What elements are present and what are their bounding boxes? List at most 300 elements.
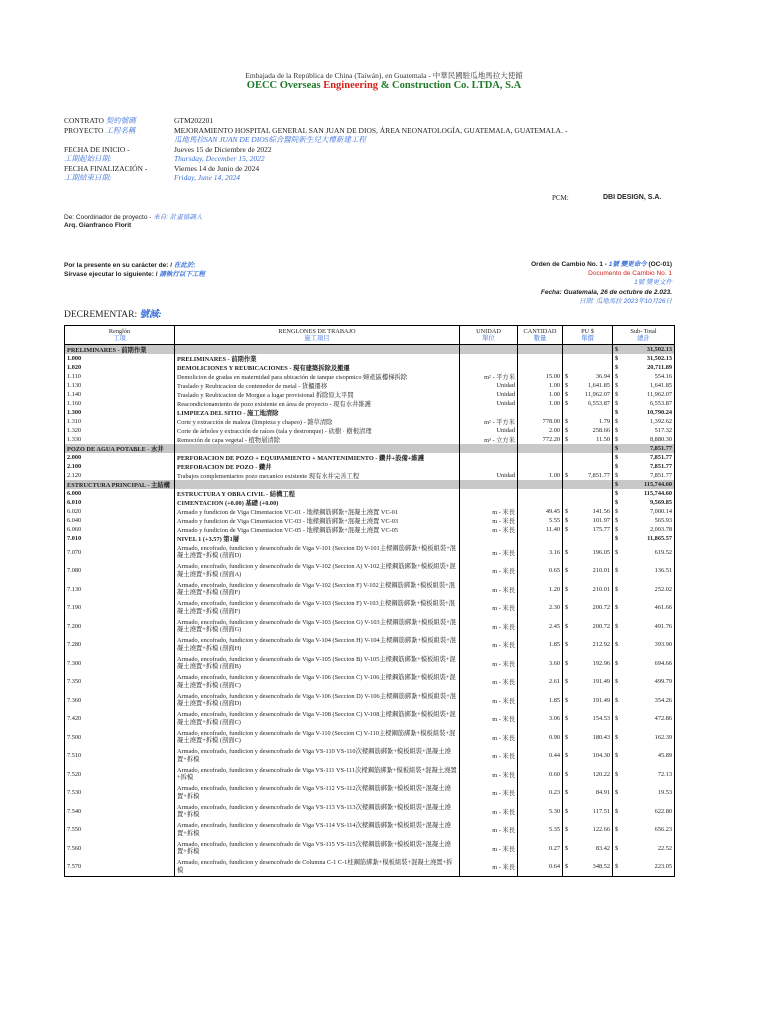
- inicio-value-en: Thursday, December 15, 2022: [174, 154, 265, 163]
- change-order-block: [531, 260, 672, 306]
- row-code: 1.320: [65, 426, 175, 435]
- row-code: 7.520: [65, 765, 175, 784]
- row-quantity: 2.61: [518, 673, 563, 692]
- row-subtotal: [613, 599, 675, 618]
- unit-price-value: 104.30: [592, 752, 610, 760]
- currency-symbol: $: [615, 391, 619, 398]
- row-quantity: [518, 408, 563, 417]
- subtotal-value: 31,502.13: [646, 346, 672, 353]
- row-quantity: 1.85: [518, 691, 563, 710]
- company-name: OECC Overseas Engineering & Construction Co. LTDA, S.A: [246, 80, 522, 91]
- row-quantity: 2.00: [518, 426, 563, 435]
- row-unit: m - 米長: [460, 543, 518, 562]
- row-unit-price: [563, 354, 613, 363]
- row-code: 1.310: [65, 417, 175, 426]
- row-unit-price: [563, 417, 613, 426]
- row-unit-price: [563, 435, 613, 444]
- row-subtotal: [613, 408, 675, 417]
- unit-price-value: 200.72: [592, 604, 610, 612]
- currency-symbol: $: [615, 481, 619, 488]
- currency-symbol: $: [565, 659, 569, 667]
- table-row: [65, 821, 675, 840]
- row-description: Armado, encofrado, fundicion y desencofrado de Viga V-110 (Seccion C) V-110主樑鋼筋綁紮+模板組裝+混凝土澆置+拆模 (剖面C): [175, 728, 460, 747]
- row-subtotal: [613, 654, 675, 673]
- unit-price-value: 120.22: [592, 770, 610, 778]
- row-description: Armado y fundicion de Viga Cimentacion VC-01 - 地樑鋼筋綁紮+混凝土澆置 VC-01: [175, 507, 460, 516]
- unit-price-value: 180.43: [592, 733, 610, 741]
- subtotal-value: 115,744.60: [644, 490, 672, 497]
- row-code: 7.300: [65, 654, 175, 673]
- unit-price-value: 117.51: [592, 807, 610, 815]
- currency-symbol: $: [615, 733, 619, 741]
- row-subtotal: [613, 507, 675, 516]
- row-subtotal: [613, 562, 675, 581]
- row-description: DEMOLICIONES Y REUBICACIONES - 現有建築拆除及搬遷: [175, 363, 460, 372]
- subtotal-value: 20,711.89: [647, 364, 672, 371]
- row-quantity: 0.65: [518, 562, 563, 581]
- row-code: 7.200: [65, 617, 175, 636]
- row-unit-price: [563, 765, 613, 784]
- row-unit: m² - 平方米: [460, 417, 518, 426]
- row-unit: Unidad: [460, 399, 518, 408]
- row-unit-price: [563, 516, 613, 525]
- subtotal-value: 554.16: [654, 373, 672, 380]
- fin-label: FECHA FINALIZACIÓN -: [64, 164, 148, 173]
- row-quantity: 11.40: [518, 525, 563, 534]
- contrato-label: CONTRATO 契約號碼: [64, 116, 136, 125]
- currency-symbol: $: [615, 844, 619, 852]
- table-row: [65, 636, 675, 655]
- unit-price-value: 196.05: [592, 548, 610, 556]
- row-quantity: [518, 444, 563, 453]
- row-code: 7.570: [65, 858, 175, 877]
- row-unit-price: [563, 784, 613, 803]
- row-unit: m - 米長: [460, 507, 518, 516]
- row-code: 7.500: [65, 728, 175, 747]
- row-code: 2.100: [65, 462, 175, 471]
- table-row: [65, 728, 675, 747]
- currency-symbol: $: [565, 567, 569, 575]
- row-unit: [460, 408, 518, 417]
- row-unit: [460, 534, 518, 543]
- subtotal-value: 7,851.77: [649, 445, 672, 452]
- row-description: Armado, encofrado, fundicion y desencofrado de Viga V-102 (Seccion F) V-102主樑鋼筋綁紮+模板組裝+混凝土澆置+拆模 (剖面F): [175, 580, 460, 599]
- unit-price-value: 258.66: [592, 427, 610, 434]
- currency-symbol: $: [565, 391, 569, 398]
- subtotal-value: 136.51: [654, 567, 672, 575]
- row-subtotal: [613, 444, 675, 453]
- currency-symbol: $: [615, 548, 619, 556]
- subtotal-row: [65, 453, 675, 462]
- row-code: 7.130: [65, 580, 175, 599]
- currency-symbol: $: [565, 715, 569, 723]
- currency-symbol: $: [615, 463, 619, 470]
- subtotal-value: 2,003.78: [649, 526, 672, 533]
- row-description: PERFORACION DE POZO - 鑽井: [175, 462, 460, 471]
- unit-price-value: 192.96: [592, 659, 610, 667]
- row-unit: [460, 444, 518, 453]
- table-row: [65, 765, 675, 784]
- row-quantity: [518, 489, 563, 498]
- row-code: 7.540: [65, 802, 175, 821]
- table-row: [65, 839, 675, 858]
- row-unit-price: [563, 636, 613, 655]
- subtotal-value: 565.93: [654, 517, 672, 524]
- currency-symbol: $: [565, 400, 569, 407]
- row-unit: m - 米長: [460, 728, 518, 747]
- unit-price-value: 11.50: [596, 436, 610, 443]
- row-quantity: 1.00: [518, 471, 563, 480]
- currency-symbol: $: [615, 622, 619, 630]
- table-row: [65, 426, 675, 435]
- currency-symbol: $: [565, 418, 569, 425]
- row-quantity: [518, 480, 563, 489]
- currency-symbol: $: [615, 355, 619, 362]
- row-quantity: 1.00: [518, 399, 563, 408]
- subtotal-row: [65, 534, 675, 543]
- subtotal-value: 8,880.30: [649, 436, 672, 443]
- row-quantity: 0.44: [518, 747, 563, 766]
- row-unit: m - 米長: [460, 654, 518, 673]
- row-unit: m - 米長: [460, 691, 518, 710]
- currency-symbol: $: [615, 567, 619, 575]
- subtotal-value: 7,851.77: [649, 472, 672, 479]
- row-description: ESTRUCTURA Y OBRA CIVIL - 結構工程: [175, 489, 460, 498]
- row-unit: m - 米長: [460, 562, 518, 581]
- row-quantity: 3.06: [518, 710, 563, 729]
- row-unit-price: [563, 728, 613, 747]
- unit-price-value: 191.49: [592, 678, 610, 686]
- row-unit-price: [563, 691, 613, 710]
- row-subtotal: [613, 363, 675, 372]
- row-unit-price: [563, 444, 613, 453]
- table-header-row: [65, 326, 675, 345]
- row-code: 7.010: [65, 534, 175, 543]
- subtotal-value: 31,502.13: [646, 355, 672, 362]
- row-subtotal: [613, 617, 675, 636]
- table-row: [65, 802, 675, 821]
- row-subtotal: [613, 747, 675, 766]
- table-row: [65, 784, 675, 803]
- row-description: PERFORACION DE POZO + EQUIPAMIENTO + MANTENIMIENTO - 鑽井+設備+維護: [175, 453, 460, 462]
- row-quantity: 15.00: [518, 372, 563, 381]
- currency-symbol: $: [615, 436, 619, 443]
- row-unit-price: [563, 821, 613, 840]
- row-subtotal: [613, 489, 675, 498]
- row-code: 2.120: [65, 471, 175, 480]
- table-row: [65, 543, 675, 562]
- currency-symbol: $: [615, 499, 619, 506]
- row-subtotal: [613, 390, 675, 399]
- row-quantity: [518, 345, 563, 355]
- row-description: Armado, encofrado, fundicion y desencofrado de Viga VS-115 VS-115次樑鋼筋綁紮+模板組裝+混凝土澆置+拆模: [175, 839, 460, 858]
- row-description: Corte de árboles y extracción de raíces (tala y destronque) - 砍樹 · 樹根清理: [175, 426, 460, 435]
- row-code: ESTRUCTURA PRINCIPAL - 主結構: [65, 480, 175, 489]
- row-code: 1.020: [65, 363, 175, 372]
- row-description: Armado, encofrado, fundicion y desencofrado de Viga V-103 (Seccion G) V-103主樑鋼筋綁紮+模板組裝+混凝土澆置+拆模 (剖面G): [175, 617, 460, 636]
- row-unit: m - 米長: [460, 617, 518, 636]
- subtotal-value: 11,962.07: [647, 391, 672, 398]
- row-unit-price: [563, 471, 613, 480]
- currency-symbol: $: [565, 678, 569, 686]
- subtotal-row: [65, 462, 675, 471]
- row-subtotal: [613, 821, 675, 840]
- row-description: Reacondicionamiento de pozo existente en área de proyecto - 現有水井維護: [175, 399, 460, 408]
- row-code: 7.280: [65, 636, 175, 655]
- unit-price-value: 210.01: [592, 567, 610, 575]
- row-subtotal: [613, 525, 675, 534]
- subtotal-row: [65, 408, 675, 417]
- row-quantity: 0.27: [518, 839, 563, 858]
- row-quantity: 1.20: [518, 580, 563, 599]
- col-subtotal: Sub- Total 總計: [613, 326, 675, 345]
- row-quantity: 2.30: [518, 599, 563, 618]
- row-description: Armado, encofrado, fundicion y desencofrado de Viga V-103 (Seccion F) V-103主樑鋼筋綁紮+模板組裝+混凝土澆置+拆模 (剖面F): [175, 599, 460, 618]
- row-subtotal: [613, 802, 675, 821]
- currency-symbol: $: [565, 826, 569, 834]
- currency-symbol: $: [565, 863, 569, 871]
- currency-symbol: $: [615, 517, 619, 524]
- table-row: [65, 562, 675, 581]
- order-date-zh: 日期: 瓜地馬拉 2023年10月26日: [579, 297, 672, 305]
- row-unit: m³ - 立方米: [460, 435, 518, 444]
- row-code: 7.070: [65, 543, 175, 562]
- row-unit: [460, 489, 518, 498]
- subtotal-value: 45.89: [657, 752, 672, 760]
- from-line: De: Coordinador de proyecto - 來自: 計畫協調人: [64, 214, 203, 221]
- row-description: Traslado y Reubicacion de contenedor de metal - 貨櫃遷移: [175, 381, 460, 390]
- row-unit: m - 米長: [460, 802, 518, 821]
- row-description: [175, 480, 460, 489]
- fin-label-zh: 工期結束日期:: [64, 173, 112, 182]
- subtotal-value: 162.39: [654, 733, 672, 741]
- row-unit-price: [563, 399, 613, 408]
- instruction-line-2: Sírvase ejecutar lo siguiente: / 請執行以下工程: [64, 271, 205, 278]
- section-row: [65, 345, 675, 355]
- row-description: Armado, encofrado, fundicion y desencofrado de Viga VS-114 VS-114次樑鋼筋綁紮+模板組裝+混凝土澆置+拆模: [175, 821, 460, 840]
- row-code: 6.020: [65, 507, 175, 516]
- currency-symbol: $: [565, 733, 569, 741]
- row-code: 7.190: [65, 599, 175, 618]
- row-unit: Unidad: [460, 381, 518, 390]
- unit-price-value: 348.52: [592, 863, 610, 871]
- section-row: [65, 480, 675, 489]
- subtotal-value: 7,000.14: [649, 508, 672, 515]
- subtotal-value: 461.66: [654, 604, 672, 612]
- currency-symbol: $: [565, 604, 569, 612]
- row-unit-price: [563, 345, 613, 355]
- row-unit: m - 米長: [460, 839, 518, 858]
- subtotal-row: [65, 363, 675, 372]
- table-row: [65, 381, 675, 390]
- currency-symbol: $: [615, 364, 619, 371]
- row-code: 7.550: [65, 821, 175, 840]
- currency-symbol: $: [565, 436, 569, 443]
- work-items-table: [64, 325, 675, 877]
- inicio-value: Jueves 15 de Diciembre de 2022: [174, 145, 272, 154]
- currency-symbol: $: [615, 526, 619, 533]
- row-subtotal: [613, 784, 675, 803]
- row-unit-price: [563, 543, 613, 562]
- currency-symbol: $: [615, 604, 619, 612]
- embassy-line: Embajada de la República de China (Taiwán), en Guatemala - 中華民國駐瓜地馬拉大使館: [245, 71, 523, 80]
- subtotal-value: 72.13: [657, 770, 672, 778]
- fin-value-en: Friday, June 14, 2024: [174, 173, 241, 182]
- currency-symbol: $: [615, 678, 619, 686]
- row-code: 7.530: [65, 784, 175, 803]
- unit-price-value: 101.97: [592, 517, 610, 524]
- subtotal-value: 499.79: [654, 678, 672, 686]
- currency-symbol: $: [615, 770, 619, 778]
- row-description: Demolicion de gradas en maternidad para ubicación de tanque cisopmico 婦產區樓梯拆除: [175, 372, 460, 381]
- table-row: [65, 710, 675, 729]
- table-row: [65, 399, 675, 408]
- currency-symbol: $: [565, 807, 569, 815]
- subtotal-value: 694.66: [654, 659, 672, 667]
- row-quantity: 1.00: [518, 390, 563, 399]
- row-unit-price: [563, 408, 613, 417]
- table-row: [65, 471, 675, 480]
- subtotal-row: [65, 354, 675, 363]
- col-renglones: RENGLONES DE TRABAJO 施工項目: [175, 326, 460, 345]
- row-subtotal: [613, 728, 675, 747]
- row-subtotal: [613, 471, 675, 480]
- currency-symbol: $: [565, 789, 569, 797]
- currency-symbol: $: [615, 752, 619, 760]
- row-subtotal: [613, 453, 675, 462]
- currency-symbol: $: [565, 696, 569, 704]
- row-description: CIMENTACION (+0.00) 基礎 (+0.00): [175, 498, 460, 507]
- table-row: [65, 580, 675, 599]
- currency-symbol: $: [565, 770, 569, 778]
- row-description: Armado, encofrado, fundicion y desencofrado de Viga VS-112 VS-112次樑鋼筋綁紮+模板組裝+混凝土澆置+拆模: [175, 784, 460, 803]
- row-code: 1.300: [65, 408, 175, 417]
- unit-price-value: 83.42: [595, 844, 610, 852]
- proyecto-value: MEJORAMIENTO HOSPITAL GENERAL SAN JUAN DE DIOS, ÁREA NEONATOLOGÍA, GUATEMALA, GUATEMALA. -: [174, 126, 568, 135]
- row-code: 7.420: [65, 710, 175, 729]
- row-description: Trabajos complementarios pozo mecanico existente 現有水井完善工程: [175, 471, 460, 480]
- currency-symbol: $: [615, 454, 619, 461]
- subtotal-value: 517.32: [654, 427, 672, 434]
- row-description: Armado, encofrado, fundicion y desencofrado de Viga V-101 (Seccion D) V-101主樑鋼筋綁紮+模板組裝+混凝土澆置+拆模 (剖面D): [175, 543, 460, 562]
- table-row: [65, 747, 675, 766]
- subtotal-value: 491.76: [654, 622, 672, 630]
- row-unit-price: [563, 654, 613, 673]
- currency-symbol: $: [615, 373, 619, 380]
- row-subtotal: [613, 691, 675, 710]
- row-unit: m - 米長: [460, 821, 518, 840]
- subtotal-row: [65, 498, 675, 507]
- row-code: 7.360: [65, 691, 175, 710]
- row-unit: m² - 平方米: [460, 372, 518, 381]
- proyecto-value-zh: 瓜地馬拉SAN JUAN DE DIOS綜合醫院新生兒大樓新建工程: [174, 135, 366, 144]
- row-subtotal: [613, 534, 675, 543]
- row-subtotal: [613, 839, 675, 858]
- row-quantity: 0.90: [518, 728, 563, 747]
- row-code: 7.080: [65, 562, 175, 581]
- unit-price-value: 191.49: [592, 696, 610, 704]
- pcm-value: DBI DESIGN, S.A.: [603, 194, 662, 201]
- currency-symbol: $: [615, 346, 619, 353]
- unit-price-value: 212.92: [592, 641, 610, 649]
- currency-symbol: $: [615, 826, 619, 834]
- row-unit: m - 米長: [460, 580, 518, 599]
- row-unit: m - 米長: [460, 765, 518, 784]
- row-code: 6.000: [65, 489, 175, 498]
- row-unit-price: [563, 839, 613, 858]
- row-description: PRELIMINARES - 前期作業: [175, 354, 460, 363]
- row-description: Armado, encofrado, fundicion y desencofrado de Viga V-105 (Seccion B) V-105主樑鋼筋綁紮+模板組裝+混凝土澆置+拆模 (剖面B): [175, 654, 460, 673]
- row-subtotal: [613, 354, 675, 363]
- row-unit: m - 米長: [460, 673, 518, 692]
- subtotal-value: 1,392.62: [649, 418, 672, 425]
- currency-symbol: $: [615, 585, 619, 593]
- row-code: 6.060: [65, 525, 175, 534]
- currency-symbol: $: [615, 789, 619, 797]
- row-unit-price: [563, 710, 613, 729]
- row-subtotal: [613, 858, 675, 877]
- row-unit-price: [563, 580, 613, 599]
- unit-price-value: 6,553.87: [587, 400, 610, 407]
- subtotal-value: 22.52: [657, 844, 672, 852]
- row-unit-price: [563, 525, 613, 534]
- currency-symbol: $: [615, 863, 619, 871]
- row-unit-price: [563, 534, 613, 543]
- row-unit-price: [563, 562, 613, 581]
- unit-price-value: 141.56: [592, 508, 610, 515]
- row-unit-price: [563, 747, 613, 766]
- row-unit: [460, 363, 518, 372]
- row-subtotal: [613, 580, 675, 599]
- row-description: Armado, encofrado, fundicion y desencofrado de Viga V-102 (Seccion A) V-102主樑鋼筋綁紮+模板組裝+混凝土澆置+拆模 (剖面A): [175, 562, 460, 581]
- currency-symbol: $: [565, 517, 569, 524]
- row-subtotal: [613, 417, 675, 426]
- subtotal-value: 622.80: [654, 807, 672, 815]
- row-code: 1.130: [65, 381, 175, 390]
- row-subtotal: [613, 710, 675, 729]
- row-code: 1.000: [65, 354, 175, 363]
- row-unit: Unidad: [460, 471, 518, 480]
- table-row: [65, 599, 675, 618]
- row-description: LIMPIEZA DEL SITIO - 施工地清除: [175, 408, 460, 417]
- subtotal-value: 7,851.77: [649, 463, 672, 470]
- row-unit: Unidad: [460, 426, 518, 435]
- row-description: [175, 345, 460, 355]
- row-description: Armado, encofrado, fundicion y desencofrado de Viga V-106 (Seccion D) V-106主樑鋼筋綁紮+模板組裝+混凝土澆置+拆模 (剖面D): [175, 691, 460, 710]
- row-unit-price: [563, 372, 613, 381]
- subtotal-value: 472.86: [654, 715, 672, 723]
- row-quantity: 2.45: [518, 617, 563, 636]
- row-description: Armado, encofrado, fundicion y desencofrado de Viga VS-110 VS-110次樑鋼筋綁紮+模板組裝+混凝土澆置+拆模: [175, 747, 460, 766]
- row-code: 7.560: [65, 839, 175, 858]
- row-unit: m - 米長: [460, 516, 518, 525]
- currency-symbol: $: [615, 445, 619, 452]
- subtotal-value: 7,851.77: [649, 454, 672, 461]
- row-unit-price: [563, 673, 613, 692]
- subtotal-value: 6,553.87: [649, 400, 672, 407]
- row-subtotal: [613, 765, 675, 784]
- row-quantity: 1.85: [518, 636, 563, 655]
- row-subtotal: [613, 462, 675, 471]
- currency-symbol: $: [615, 409, 619, 416]
- unit-price-value: 175.77: [592, 526, 610, 533]
- row-unit: [460, 453, 518, 462]
- row-quantity: 0.64: [518, 858, 563, 877]
- row-unit: m - 米長: [460, 525, 518, 534]
- row-description: Traslado y Reubicacion de Morgue a lugar provisional 拆除原太平間: [175, 390, 460, 399]
- row-unit: m - 米長: [460, 710, 518, 729]
- row-quantity: [518, 534, 563, 543]
